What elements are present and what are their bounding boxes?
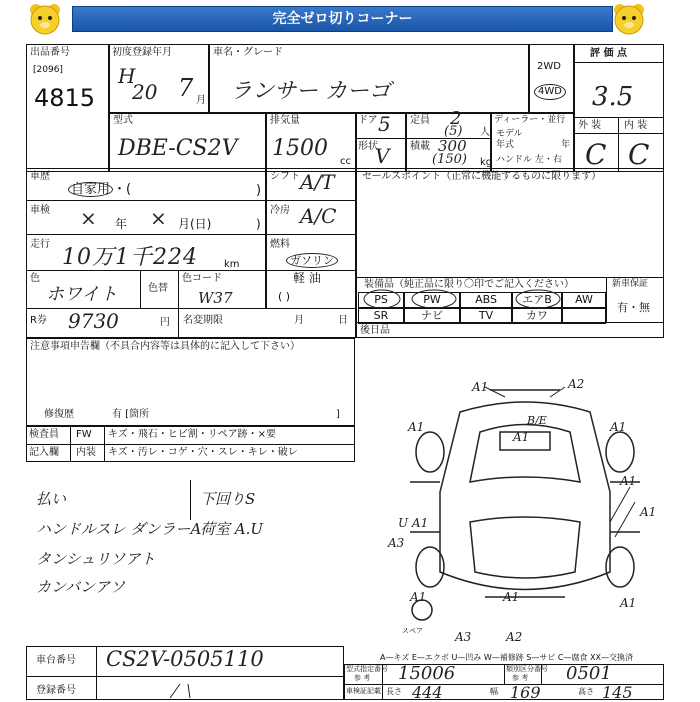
exterior-grade: C bbox=[585, 138, 607, 171]
inspection-year: × bbox=[80, 206, 97, 230]
equipment-navi: ナビ bbox=[404, 308, 460, 324]
type-designation-value: 15006 bbox=[398, 663, 456, 684]
recycle-value: 9730 bbox=[68, 309, 119, 333]
height-label: 高さ bbox=[578, 687, 594, 696]
entry-interior-items: キズ・汚レ・コゲ・穴・スレ・キレ・破レ bbox=[108, 447, 298, 458]
height-value: 145 bbox=[602, 683, 633, 702]
dealer-label: ディーラー・並行 bbox=[494, 115, 566, 125]
equipment-ps: PS bbox=[358, 292, 404, 308]
mark-a1-hood: A1 bbox=[513, 430, 530, 444]
bear-mascot-icon bbox=[28, 2, 62, 36]
entry-label: 記入欄 bbox=[29, 447, 59, 458]
mark-a1-right-door: A1 bbox=[620, 474, 637, 488]
equipment-abs: ABS bbox=[460, 292, 512, 308]
spare-label: スペア bbox=[402, 627, 423, 635]
entry-interior: 内装 bbox=[76, 447, 96, 458]
repair-value: 有 [箇所 bbox=[112, 409, 150, 420]
memo-line-3: タンシュリソアト bbox=[36, 550, 156, 568]
load-label: 積載 bbox=[410, 141, 430, 152]
model-year-unit: 年 bbox=[561, 140, 571, 150]
inspection-label: 車検 bbox=[30, 205, 50, 216]
reg-type-close: ) bbox=[256, 183, 262, 198]
mark-a2-top: A2 bbox=[568, 377, 585, 391]
inspector-fw: FW bbox=[76, 429, 92, 440]
lot-sub: [2096] bbox=[33, 65, 63, 75]
name-change-day: 日 bbox=[338, 315, 348, 326]
bear-mascot-icon bbox=[612, 2, 646, 36]
equipment-leather: カワ bbox=[512, 308, 562, 324]
equipment-aw: AW bbox=[562, 292, 606, 308]
exterior-label: 外 装 bbox=[578, 120, 602, 131]
width-label: 幅 bbox=[490, 687, 498, 696]
fuel-gasoline: ガソリン bbox=[286, 253, 338, 268]
capacity-value: 2 bbox=[450, 108, 462, 129]
repair-label: 修復歴 bbox=[44, 409, 74, 420]
inspection-month-unit: 月(日) bbox=[178, 217, 212, 231]
lot-number: 4815 bbox=[34, 84, 96, 112]
color-code: W37 bbox=[198, 289, 233, 307]
model-value: DBE-CS2V bbox=[118, 136, 238, 161]
reg-type-value: 自家用 ・( bbox=[68, 182, 131, 197]
memo-line-1: 払い bbox=[36, 490, 67, 508]
model-year-label: モデル bbox=[496, 129, 523, 139]
chassis-label: 車台番号 bbox=[36, 655, 76, 666]
fuel-paren: ( ) bbox=[278, 290, 291, 303]
load-value: 300 bbox=[438, 137, 467, 155]
registration-label: 登録番号 bbox=[36, 685, 76, 696]
registration-scribble bbox=[160, 680, 220, 700]
doors-label: ドア bbox=[358, 115, 378, 126]
mark-a1-right-bottom: A1 bbox=[620, 596, 637, 610]
score-label: 評 価 点 bbox=[590, 48, 627, 59]
dimensions-label: 車検証記載 bbox=[346, 687, 381, 695]
shift-label: シフト bbox=[270, 171, 300, 182]
inspection-year-unit: 年 bbox=[115, 217, 128, 231]
equipment-pw: PW bbox=[404, 292, 460, 308]
interior-label: 内 装 bbox=[624, 120, 648, 131]
mark-a1-right-rear: A1 bbox=[640, 505, 657, 519]
recycle-label: R券 bbox=[30, 315, 47, 326]
load-value-2: (150) bbox=[432, 152, 467, 167]
notes-label: 注意事項申告欄（不具合内容等は具体的に記入して下さい） bbox=[30, 341, 300, 352]
car-name-value: ランサー カーゴ bbox=[230, 79, 391, 104]
type-designation-sub: 参 考 bbox=[354, 674, 371, 682]
inspector-label: 検査員 bbox=[29, 429, 59, 440]
width-value: 169 bbox=[510, 683, 541, 702]
capacity-unit: 人 bbox=[480, 127, 490, 138]
type-designation-label: 型式指定番号 bbox=[346, 665, 388, 673]
repair-close: ] bbox=[336, 409, 340, 420]
mark-a1-top: A1 bbox=[472, 380, 489, 394]
model-label: 型式 bbox=[113, 115, 133, 126]
memo-right-1: 下回りS bbox=[200, 490, 256, 508]
lot-label: 出品番号 bbox=[30, 47, 70, 58]
inspection-month: × bbox=[150, 206, 167, 230]
car-name-label: 車名・グレード bbox=[213, 47, 283, 58]
reg-type-label: 車歴 bbox=[30, 171, 50, 182]
color-label: 色 bbox=[30, 273, 40, 284]
aircon-label: 冷房 bbox=[270, 205, 290, 216]
chassis-value: CS2V-0505110 bbox=[106, 647, 264, 671]
mark-a1-rear: A1 bbox=[503, 590, 520, 604]
after-seat-label: 後日品 bbox=[360, 325, 390, 336]
four-wd: 4WD bbox=[534, 84, 566, 100]
length-label: 長さ bbox=[386, 687, 402, 696]
mark-a2-bottom: A2 bbox=[506, 630, 523, 644]
interior-grade: C bbox=[628, 138, 650, 171]
displacement-unit: cc bbox=[340, 156, 351, 167]
fuel-label: 燃料 bbox=[270, 239, 290, 250]
first-reg-month-unit: 月 bbox=[196, 95, 206, 106]
recycle-unit: 円 bbox=[160, 317, 170, 328]
equipment-airbag: エアB bbox=[512, 292, 562, 308]
first-reg-year: 20 bbox=[132, 80, 158, 104]
color-value: ホワイト bbox=[46, 284, 118, 305]
sales-point-label: セールスポイント（正常に機能するものに限ります） bbox=[362, 171, 602, 182]
length-value: 444 bbox=[412, 683, 443, 702]
mark-a1-left-rear: A1 bbox=[410, 590, 427, 604]
memo-line-2: ハンドルスレ ダンラーA bbox=[36, 520, 202, 538]
color-code-label: 色コード bbox=[182, 273, 222, 284]
mark-a3-bottom: A3 bbox=[455, 630, 472, 644]
new-warranty-value: 有・無 bbox=[617, 301, 650, 314]
doors-value: 5 bbox=[378, 112, 391, 136]
first-reg-label: 初度登録年月 bbox=[112, 47, 172, 58]
displacement-label: 排気量 bbox=[270, 115, 300, 126]
fuel-diesel: 軽 油 bbox=[293, 271, 321, 285]
color-swap-label: 色替 bbox=[148, 283, 168, 294]
mark-a1-left: A1 bbox=[408, 420, 425, 434]
mileage-unit: km bbox=[224, 259, 240, 270]
first-reg-era: H bbox=[118, 64, 136, 88]
score-value: 3.5 bbox=[592, 82, 634, 112]
banner-title: 完全ゼロ切りコーナー bbox=[72, 6, 613, 32]
mark-a3-left: A3 bbox=[388, 536, 405, 550]
two-wd: 2WD bbox=[537, 61, 561, 72]
inspector-fw-items: キズ・飛石・ヒビ割・リペア跡・×要 bbox=[108, 429, 276, 440]
first-reg-month: 7 bbox=[178, 74, 194, 102]
aircon-value: A/C bbox=[300, 204, 337, 228]
shape-label: 形状 bbox=[358, 141, 378, 152]
class-number-sub: 参 考 bbox=[512, 674, 529, 682]
class-number-value: 0501 bbox=[566, 663, 612, 684]
new-warranty-label: 新車保証 bbox=[612, 279, 649, 289]
capacity-label: 定員 bbox=[410, 115, 430, 126]
mark-ua1-left: U A1 bbox=[398, 516, 429, 530]
load-unit: kg bbox=[480, 157, 493, 168]
shape-value: V bbox=[375, 144, 390, 168]
name-change-label: 名変期限 bbox=[183, 315, 223, 326]
memo-line-4: カンバンアソ bbox=[36, 578, 125, 596]
capacity-value-2: (5) bbox=[444, 124, 463, 139]
handle-label: ハンドル 左・右 bbox=[496, 155, 562, 165]
memo-right-2: 荷室 A.U bbox=[200, 520, 264, 538]
equipment-sr: SR bbox=[358, 308, 404, 324]
equipment-tv: TV bbox=[460, 308, 512, 324]
mark-a1-right: A1 bbox=[610, 420, 627, 434]
model-year-label-2: 年式 bbox=[496, 140, 515, 150]
class-number-label: 類別区分番号 bbox=[506, 665, 548, 673]
inspection-close: ) bbox=[256, 217, 261, 231]
mark-be: B/E bbox=[527, 414, 547, 427]
displacement-value: 1500 bbox=[272, 136, 328, 161]
name-change-month: 月 bbox=[294, 315, 304, 326]
legend: A—キズ E—エクボ U—凹み W—補修跡 S—サビ C—腐食 XX—交換済 bbox=[380, 653, 634, 662]
banner bbox=[0, 0, 700, 38]
mileage-label: 走行 bbox=[30, 239, 50, 250]
equipment-circles bbox=[360, 286, 620, 324]
shift-value: A/T bbox=[300, 170, 335, 194]
mileage-value: 10万1千224 bbox=[62, 245, 198, 270]
equipment-label: 装備品（純正品に限り〇印でご記入ください） bbox=[364, 279, 574, 290]
